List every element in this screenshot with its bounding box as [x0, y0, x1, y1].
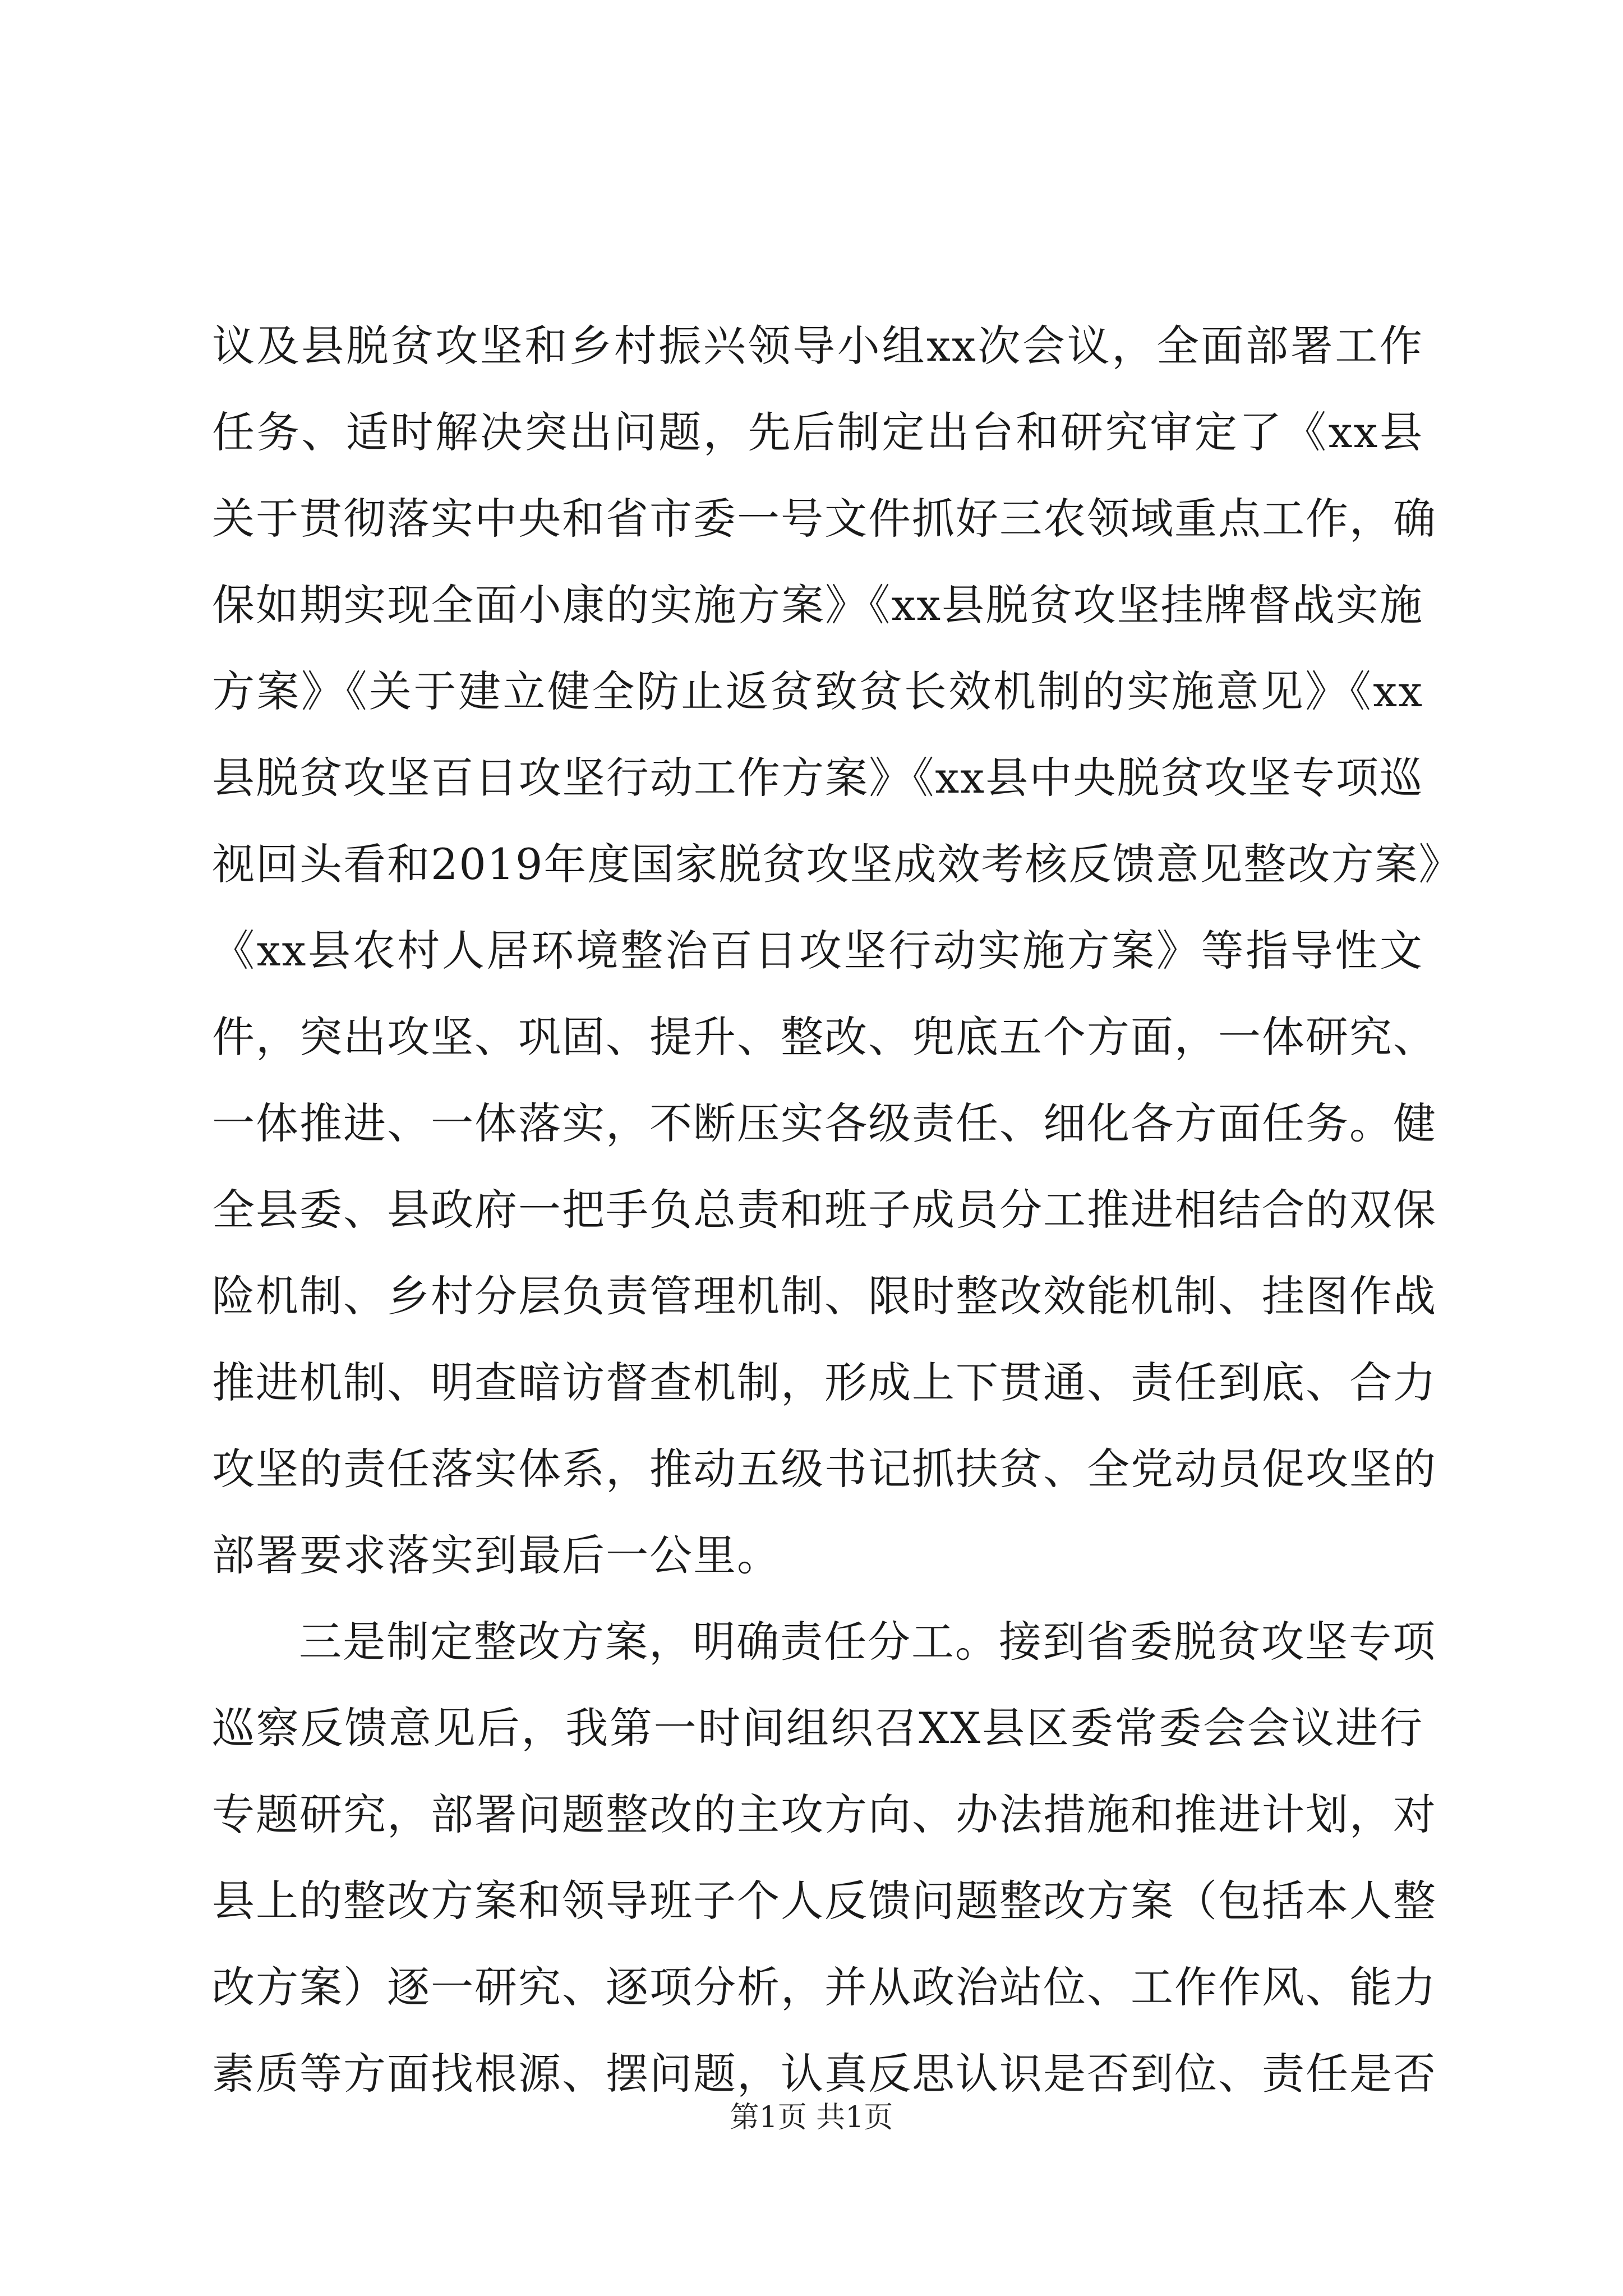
text-line: 一体推进、一体落实，不断压实各级责任、细化各方面任务。健 [212, 1098, 1437, 1148]
text-line: 巡察反馈意见后，我第一时间组织召XX县区委常委会会议进行 [212, 1703, 1423, 1753]
text-line: 方案》《关于建立健全防止返贫致贫长效机制的实施意见》《xx [212, 666, 1423, 716]
text-line: 部署要求落实到最后一公里。 [212, 1530, 781, 1580]
text-line: 攻坚的责任落实体系，推动五级书记抓扶贫、全党动员促攻坚的 [212, 1444, 1437, 1494]
text-line: 《xx县农村人居环境整治百日攻坚行动实施方案》等指导性文 [212, 926, 1423, 976]
text-line: 全县委、县政府一把手负总责和班子成员分工推进相结合的双保 [212, 1185, 1437, 1235]
text-line: 专题研究，部署问题整改的主攻方向、办法措施和推进计划，对 [212, 1789, 1437, 1839]
text-line: 任务、适时解决突出问题，先后制定出台和研究审定了《xx县 [212, 407, 1423, 457]
text-line: 改方案）逐一研究、逐项分析，并从政治站位、工作作风、能力 [212, 1962, 1437, 2012]
text-line: 视回头看和2019年度国家脱贫攻坚成效考核反馈意见整改方案》 [212, 839, 1463, 889]
text-line: 关于贯彻落实中央和省市委一号文件抓好三农领域重点工作，确 [212, 494, 1437, 544]
text-line: 议及县脱贫攻坚和乡村振兴领导小组xx次会议，全面部署工作 [212, 321, 1423, 371]
text-line: 推进机制、明查暗访督查机制，形成上下贯通、责任到底、合力 [212, 1358, 1437, 1407]
body-text [212, 303, 1463, 2117]
text-line: 县脱贫攻坚百日攻坚行动工作方案》《xx县中央脱贫攻坚专项巡 [212, 753, 1423, 803]
text-line: 素质等方面找根源、摆问题，认真反思认识是否到位、责任是否 [212, 2049, 1437, 2099]
paragraph-start-line: 三是制定整改方案，明确责任分工。接到省委脱贫攻坚专项 [299, 1617, 1436, 1667]
text-line: 县上的整改方案和领导班子个人反馈问题整改方案（包括本人整 [212, 1876, 1437, 1926]
page-number-label: 第1页 共1页 [730, 2101, 893, 2134]
text-line: 保如期实现全面小康的实施方案》《xx县脱贫攻坚挂牌督战实施 [212, 580, 1423, 630]
text-line: 件，突出攻坚、巩固、提升、整改、兜底五个方面，一体研究、 [212, 1012, 1437, 1062]
text-line: 险机制、乡村分层负责管理机制、限时整改效能机制、挂图作战 [212, 1271, 1437, 1321]
page-footer [0, 2098, 1623, 2137]
